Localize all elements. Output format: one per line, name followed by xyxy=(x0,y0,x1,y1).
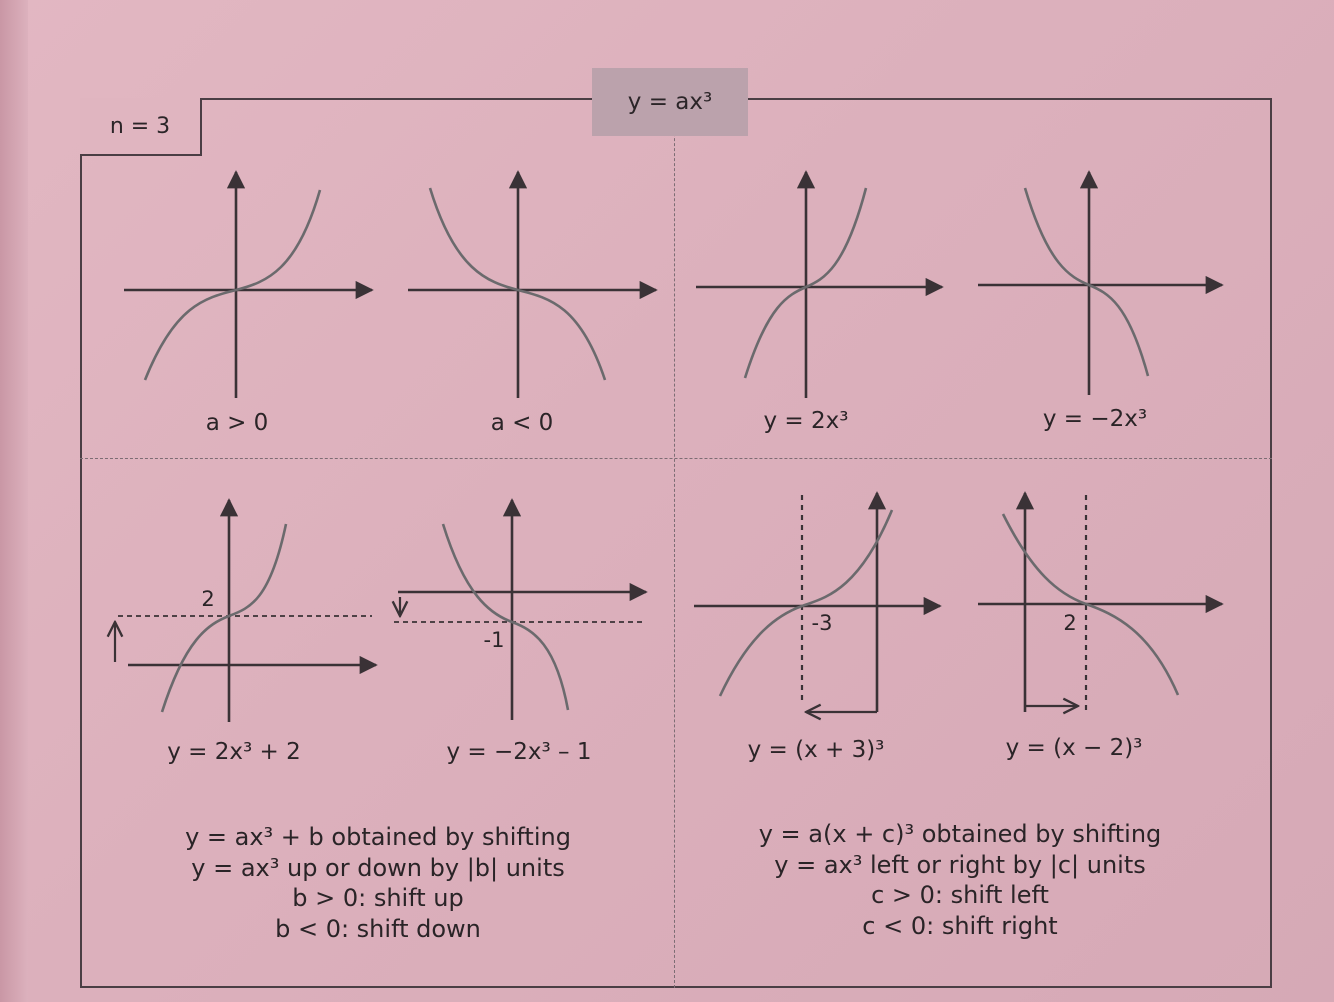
graph-a-positive xyxy=(124,172,372,398)
graph-label-x-plus3: y = (x + 3)³ xyxy=(747,737,885,763)
note-line: b < 0: shift down xyxy=(275,914,481,943)
note-line: y = ax³ left or right by |c| units xyxy=(774,850,1146,879)
graph-label-neg2x3-minus1: y = −2x³ – 1 xyxy=(446,739,592,765)
graph-label-a-negative: a < 0 xyxy=(490,410,554,436)
graph-label-neg2x3: y = −2x³ xyxy=(1042,406,1148,432)
curve xyxy=(720,510,892,696)
shift-tick-label: -1 xyxy=(483,628,505,652)
n-label-box: n = 3 xyxy=(80,98,202,156)
graph-2x3 xyxy=(696,172,942,398)
shift-tick-label: -3 xyxy=(811,611,833,635)
note-line: c < 0: shift right xyxy=(862,911,1058,940)
curve xyxy=(1025,188,1148,376)
note-line: b > 0: shift up xyxy=(292,884,464,912)
curve xyxy=(145,190,320,380)
graph-2x3-plus2 xyxy=(115,500,376,722)
graph-x-plus3 xyxy=(694,493,940,712)
graph-label-2x3: y = 2x³ xyxy=(763,408,849,434)
graph-label-a-positive: a > 0 xyxy=(205,410,269,436)
note-line: y = ax³ + b obtained by shifting xyxy=(185,823,571,851)
note-line: y = ax³ up or down by |b| units xyxy=(191,853,565,882)
note-line: c > 0: shift left xyxy=(871,881,1049,909)
graph-x-minus2 xyxy=(978,493,1222,712)
horizontal-shift-note xyxy=(759,819,1162,941)
graph-neg2x3 xyxy=(978,172,1222,395)
graph-neg2x3-minus1 xyxy=(394,500,646,720)
shift-tick-label: 2 xyxy=(201,587,215,611)
title-tab: y = ax³ xyxy=(592,68,748,136)
graph-label-2x3-plus2: y = 2x³ + 2 xyxy=(167,739,301,765)
curve xyxy=(162,524,286,712)
shift-tick-label: 2 xyxy=(1063,611,1077,635)
graph-a-negative xyxy=(408,172,656,398)
graph-label-x-minus2: y = (x − 2)³ xyxy=(1005,735,1143,761)
curve xyxy=(443,524,568,710)
vertical-shift-note xyxy=(185,822,571,944)
note-line: y = a(x + c)³ obtained by shifting xyxy=(758,820,1162,848)
